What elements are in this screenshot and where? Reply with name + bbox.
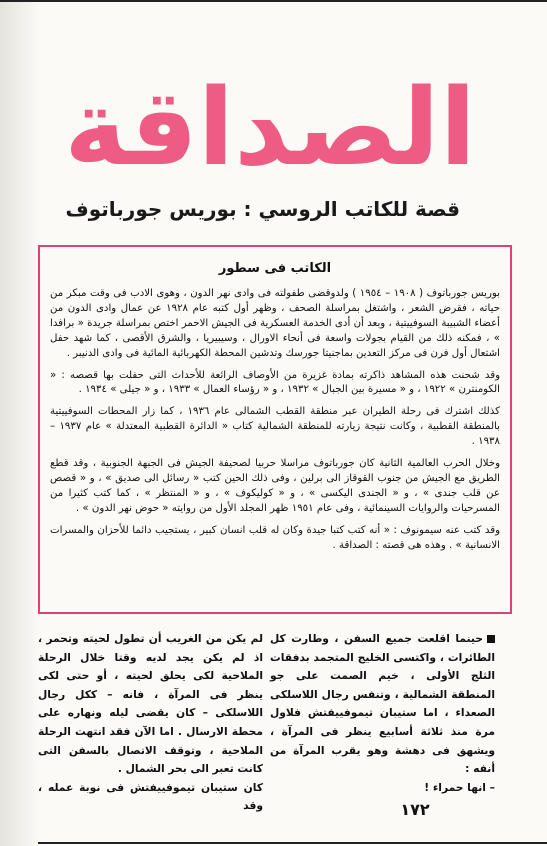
bio-paragraph: وقد كتب عنه سيمونوف : « أنه كتب كتبا جيدة وكان له قلب انسان كبير ، يستجيب دائما للأحزان والمسرات الانسانية » . وهذه هى قصته : الصداقة . [50, 524, 500, 551]
bio-paragraph: وقد شحنت هذه المشاهد ذاكرته بمادة غزيرة من الأوصاف الرائعة للأحداث التى حفلت بها قصصه : « الكومنترن » ١٩٢٢ ، و « مسيرة بين الجبال » ١٩٣٢ ، و « رؤساء العمال » ١٩٣٣ ، و « جيلى » ١٩٣٤ . [50, 369, 500, 396]
bio-heading: الكاتب فى سطور [218, 261, 332, 276]
story-column-right [270, 630, 495, 810]
story-paragraph [270, 630, 495, 779]
story-column-left [38, 630, 263, 813]
story-text: حينما اقلعت جميع السفن ، وطارت كل الطائرات ، واكتسى الخليج المتجمد بدفقات الثلج الأولى ، خيم الصمت على جو المنطقة الشمالية ، وتنفس رجال اللاسلكى الصعداء ، اما ستيبان تيموفييفتش فلاول مرة منذ ثلاثة أسابيع ينظر فى المرآة ، ويشهق فى دهشة وهو يقرب المرآة من أنفه : [270, 632, 495, 776]
story-paragraph: كان ستيبان تيموفييفتش فى نوبة عمله ، وقد [38, 780, 263, 813]
bio-paragraph: وخلال الحرب العالمية الثانية كان جورباتوف مراسلا حربيا لصحيفة الجيش فى الجبهة الجنوبية ، وقد قطع الطريق مع الجيش من جنوب القوقاز الى برلين ، وفى ذلك الحين كتب « رسائل الى صديق » ، و « قصص عن قلب جندى » ، و « الجندى اليكسى » ، و « كوليكوف » ، و « المنتظر » ، كما كتب كثيرا من المسرحيات والروايات السينمائية ، وفى عام ١٩٥١ ظهر المجلد الأول من روايته « حوض نهر الدون » . [50, 458, 500, 514]
author-bio-box [38, 245, 512, 614]
bio-paragraph: بوريس جورباتوف ( ١٩٠٨ – ١٩٥٤ ) ولدوقضى طفولته فى وادى نهر الدون ، وهوى الادب فى وقت مبكر من حياته ، فقرض الشعر ، واشتغل بمراسلة الصحف ، وظهر أول كتبه عام ١٩٢٨ عن عمال وادى الدون من أعضاء الشبيبة السوفييتية ، وبعد أن أدى الخدمة العسكرية فى الجيش الاحمر اختص بمراسلة جريدة « برافدا » ، فمكنه ذلك من القيام بجولات واسعة فى أنحاء الاورال ، وسيبيريا ، والشرق الأقصى ، كما شهد حفل اشتعال أول فرن فى مركز التعدين بماجنيتا جورسك وتدشين المحطة الكهربائية المائية فى وادى الدنيبر . [50, 288, 501, 359]
story-paragraph: لم يكن من الغريب أن تطول لحيته وتحمر ، اذ لم يكن يجد لديه وقتا خلال الرحلة الملاحية لكى يحلق لحيته ، أو حتى لكى ينظر فى المرآة ، فانه – ككل رجال اللاسلكى – كان يقضى ليله ونهاره على محطة الارسال . اما الآن فقد انتهت الرحلة الملاحية ، وتوقف الاتصال بالسفن التى كانت تعبر الى بحر الشمال . [38, 632, 263, 776]
square-bullet-icon [487, 635, 495, 643]
story-title: الصداقة [64, 66, 476, 189]
story-subtitle: قصة للكاتب الروسي : بوريس جورباتوف [65, 197, 460, 221]
page-number: ١٧٢ [400, 800, 430, 819]
bio-paragraph: كذلك اشترك فى رحلة الطيران عبر منطقة القطب الشمالى عام ١٩٣٦ ، كما زار المحطات السوفييتية بالمنطقة القطبية ، وكانت نتيجة زيارته للمنطقة الشمالية كتاب « الدائرة القطبية المعتدلة » عام ١٩٣٧ – ١٩٣٨ . [50, 406, 500, 448]
story-dialogue: – انها حمراء ! [424, 780, 495, 794]
page-fold-shadow [0, 2, 38, 846]
